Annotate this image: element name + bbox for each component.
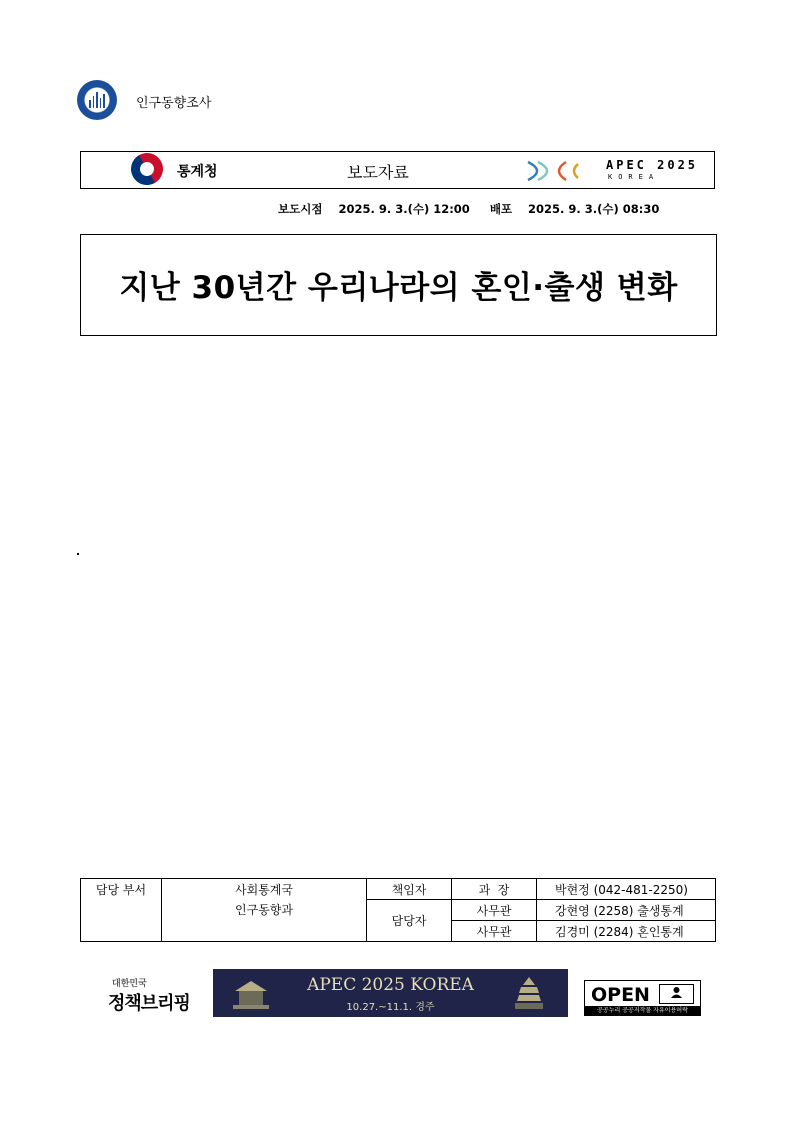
- resp-label: 책임자: [367, 879, 452, 900]
- contact-table: [80, 878, 716, 942]
- dept-label: 담당 부서: [81, 879, 162, 942]
- survey-name: 인구동향조사: [136, 96, 212, 111]
- agency-name: 통계청: [177, 164, 218, 180]
- page-title: 지난 30년간 우리나라의 혼인·출생 변화: [119, 270, 678, 306]
- contact-info: 강현영 (2258) 출생통계: [537, 900, 716, 921]
- release-line: 보도시점 2025. 9. 3.(수) 12:00 배포 2025. 9. 3.(수) 08:30: [278, 202, 660, 216]
- doc-type: 보도자료: [347, 163, 409, 182]
- policy-briefing-small: 대한민국: [112, 979, 147, 989]
- staff-label: 담당자: [367, 900, 452, 942]
- apec-text: APEC 2025: [606, 158, 699, 172]
- position-cell: 사무관: [452, 900, 537, 921]
- policy-briefing-logo[interactable]: 정책브리핑: [108, 993, 190, 1014]
- contact-info: 김경미 (2284) 혼인통계: [537, 921, 716, 942]
- attribution-icon: [659, 984, 694, 1004]
- open-strip: 공공누리 공공저작물 자유이용허락: [584, 1006, 701, 1016]
- apec-sub: KOREA: [608, 173, 660, 181]
- dept-cell: [162, 879, 367, 942]
- division: 인구동향과: [235, 903, 293, 917]
- position-cell: 사무관: [452, 921, 537, 942]
- apec-logo-icon: [526, 158, 586, 184]
- open-text: OPEN: [591, 984, 650, 1006]
- position-cell: 과 장: [452, 879, 537, 900]
- apec-banner[interactable]: [213, 969, 568, 1017]
- banner-title: APEC 2025 KOREA: [307, 975, 474, 995]
- bureau: 사회통계국: [235, 883, 293, 897]
- contact-info: 박현정 (042-481-2250): [537, 879, 716, 900]
- survey-logo: [77, 80, 117, 120]
- banner-date: 10.27.~11.1. 경주: [346, 1002, 435, 1013]
- stray-dot: [77, 553, 79, 555]
